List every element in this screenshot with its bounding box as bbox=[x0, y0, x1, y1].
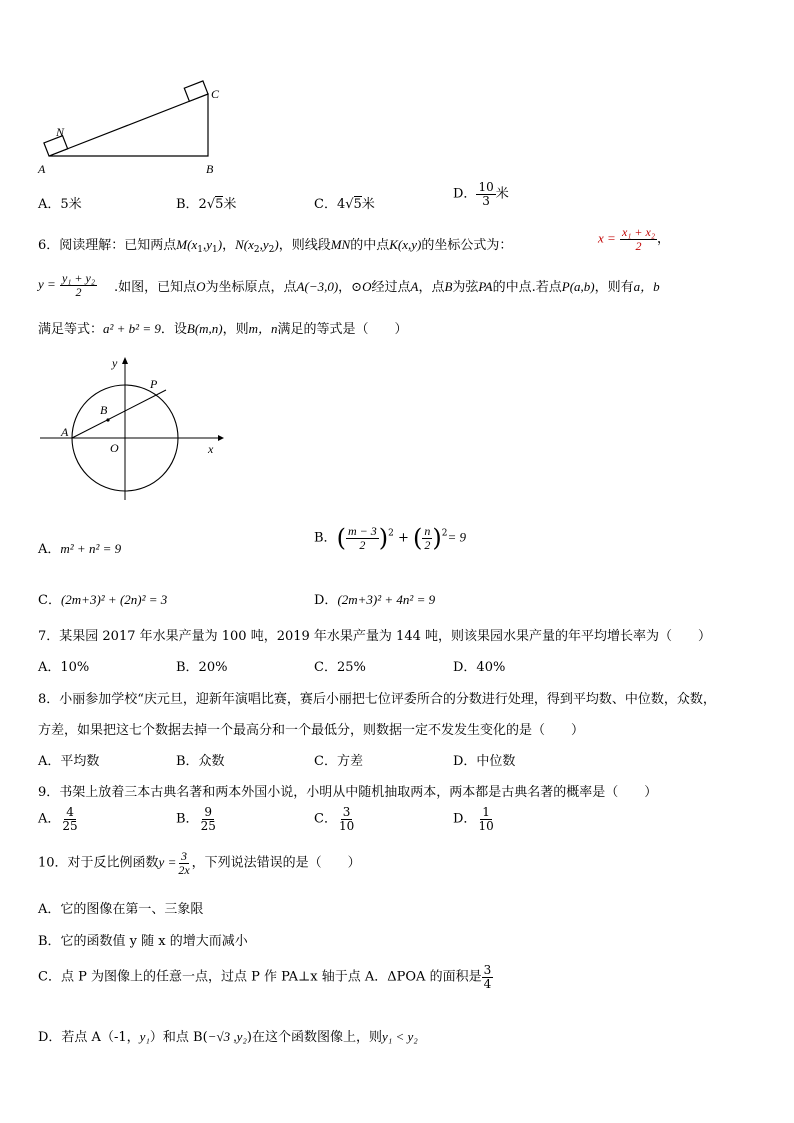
sqrt-sign: √ bbox=[206, 197, 216, 212]
opt-label: B． bbox=[176, 811, 199, 827]
q8-option-d: D．中位数 bbox=[453, 754, 516, 769]
label-x: x bbox=[208, 442, 214, 456]
q6-line3 bbox=[38, 318, 408, 337]
opt-label: A． bbox=[38, 542, 61, 557]
opt-expr: = 9 bbox=[447, 529, 466, 545]
frac-num: m − 3 bbox=[347, 523, 377, 538]
opt-frac bbox=[337, 806, 356, 832]
q8-option-c: C．方差 bbox=[314, 754, 363, 769]
frac-den: 10 bbox=[338, 818, 355, 833]
opt-label: C． bbox=[38, 593, 61, 608]
q6-eq: a² + b² = 9 bbox=[103, 321, 161, 336]
q10-text: D．若点 A（-1， bbox=[38, 1030, 140, 1045]
opt-label: D． bbox=[314, 593, 338, 608]
q10-stem bbox=[38, 850, 361, 876]
q6-text: 的坐标公式为： bbox=[421, 238, 513, 253]
q6-line1 bbox=[38, 234, 512, 255]
q10-c-frac bbox=[482, 964, 494, 990]
opt-expr: m² + n² = 9 bbox=[60, 541, 122, 556]
sep: ， bbox=[222, 238, 236, 253]
opt-label: D． bbox=[453, 811, 477, 827]
q5-d-unit: 米 bbox=[495, 186, 509, 202]
q10-text: ）和点 B( bbox=[149, 1030, 208, 1045]
q6-text: ，则 bbox=[222, 322, 249, 337]
circle-diagram bbox=[30, 352, 230, 502]
q7-option-c: C．25% bbox=[314, 660, 366, 675]
label-A: A bbox=[38, 162, 46, 176]
q6-text: 的中点.若点 bbox=[492, 280, 562, 295]
frac-den: 2 bbox=[359, 537, 366, 552]
x-eq: x = bbox=[598, 230, 616, 246]
q6-text: 经过点 bbox=[371, 280, 411, 295]
q6-text: ，点 bbox=[418, 280, 445, 295]
q8-stem-line1: 8．小丽参加学校“庆元旦，迎新年演唱比赛，赛后小丽把七位评委所合的分数进行处理，得到平均数、中位数，众数， bbox=[38, 692, 716, 707]
q6-N-y: ,y bbox=[259, 237, 269, 252]
q10-text: 10．对于反比例函数 bbox=[38, 855, 159, 871]
frac-num: y₁ + y₂ bbox=[61, 271, 96, 285]
opt-label: C． bbox=[314, 811, 337, 827]
q5-d-fraction bbox=[476, 181, 495, 207]
sep: ， bbox=[657, 231, 671, 247]
y1: y₁ bbox=[139, 1029, 150, 1044]
q10-text: )在这个函数图像上，则 bbox=[246, 1030, 382, 1045]
sqrt-sign: √ bbox=[345, 197, 354, 212]
q8-option-a: A．平均数 bbox=[38, 754, 100, 769]
frac-den: 4 bbox=[483, 976, 492, 991]
q6-option-d bbox=[314, 589, 435, 608]
q6-PA: PA bbox=[478, 279, 493, 294]
frac-num: 3 bbox=[181, 849, 187, 863]
opt-expr: (2m+3)² + (2n)² = 3 bbox=[60, 592, 168, 607]
frac-den: 2 bbox=[75, 284, 82, 299]
frac-num: 10 bbox=[478, 180, 494, 194]
q6-option-a bbox=[38, 538, 121, 557]
q6-text: 满足等式： bbox=[38, 322, 104, 337]
paren: ) bbox=[378, 524, 389, 552]
q6-text: 为坐标原点，点 bbox=[205, 280, 297, 295]
label-N: N bbox=[56, 125, 65, 139]
q9-option-c bbox=[314, 806, 356, 832]
y-fraction bbox=[60, 272, 97, 298]
frac-den: 2x bbox=[178, 862, 190, 877]
frac-num: 1 bbox=[482, 805, 490, 819]
opt-frac bbox=[60, 806, 79, 832]
frac-num: 9 bbox=[204, 805, 213, 819]
label-O: O bbox=[110, 441, 119, 455]
q10-option-a: A．它的图像在第一、三象限 bbox=[38, 902, 204, 917]
q10-text: C．点 P 为图像上的任意一点，过点 P 作 PA⊥x 轴于点 A．ΔPOA 的面积是 bbox=[38, 969, 482, 985]
opt-frac bbox=[422, 525, 432, 551]
opt-label: B． bbox=[314, 530, 337, 546]
q6-text: ，则有 bbox=[594, 280, 634, 295]
label-C: C bbox=[211, 87, 220, 101]
q6-text: 的中点 bbox=[350, 238, 390, 253]
label-y: y bbox=[112, 356, 118, 370]
paren: ( bbox=[412, 524, 423, 552]
paren: ) bbox=[217, 237, 223, 252]
opt-frac bbox=[346, 525, 379, 551]
q6-B-point: B(m,n) bbox=[186, 321, 223, 336]
q5-option-a: A．5米 bbox=[38, 197, 82, 212]
label-B: B bbox=[206, 162, 214, 176]
opt-frac bbox=[476, 806, 495, 832]
q9-stem: 9．书架上放着三本古典名著和两本外国小说，小明从中随机抽取两本，两本都是古典名著的概率是（ ） bbox=[38, 785, 658, 800]
frac-num: 3 bbox=[342, 805, 351, 819]
sub: 1 bbox=[211, 245, 218, 255]
frac-den: 10 bbox=[478, 818, 494, 833]
q5-b-prefix: B．2 bbox=[176, 197, 207, 212]
q6-K-point: K(x,y) bbox=[389, 237, 422, 252]
q10-frac bbox=[176, 850, 191, 876]
q6-y-formula bbox=[38, 272, 97, 298]
B-coord: −√3 ,y₂ bbox=[207, 1029, 247, 1044]
q6-P-point: P(a,b) bbox=[561, 279, 595, 294]
q8-option-b: B．众数 bbox=[176, 754, 225, 769]
q6-option-b bbox=[314, 524, 466, 552]
q5-option-c bbox=[314, 193, 375, 212]
frac-den: 2 bbox=[424, 537, 431, 552]
q10-option-b: B．它的函数值 y 随 x 的增大而减小 bbox=[38, 934, 248, 949]
q6-N-point: N(x bbox=[235, 237, 254, 252]
q6-M-y: ,y bbox=[202, 237, 212, 252]
q6-A-point: A(−3,0) bbox=[296, 279, 339, 294]
frac-den: 2 bbox=[635, 238, 642, 253]
q6-M-point: M(x bbox=[176, 237, 198, 252]
q6-text: ，则线段 bbox=[278, 238, 331, 253]
q6-O: O bbox=[196, 279, 206, 294]
q7-option-d: D．40% bbox=[453, 660, 506, 675]
paren: ( bbox=[336, 524, 346, 552]
frac-den: 25 bbox=[62, 818, 78, 833]
q6-option-c bbox=[38, 589, 167, 608]
q9-option-d bbox=[453, 806, 496, 832]
q6-text: ，⊙ bbox=[338, 280, 363, 295]
q6-MN: MN bbox=[330, 237, 351, 252]
q5-c-radicand: 5 bbox=[353, 197, 362, 212]
q6-B: B bbox=[444, 279, 453, 294]
q5-d-prefix: D． bbox=[453, 186, 477, 202]
q10-option-c bbox=[38, 964, 493, 990]
q6-A: A bbox=[410, 279, 419, 294]
sup: 2 bbox=[388, 528, 394, 539]
opt-expr: (2m+3)² + 4n² = 9 bbox=[337, 592, 436, 607]
frac-num: n bbox=[424, 523, 431, 538]
opt-frac bbox=[199, 806, 218, 832]
q6-text: .如图，已知点 bbox=[114, 280, 197, 295]
paren: ) bbox=[274, 237, 279, 252]
q7-option-a: A．10% bbox=[38, 660, 90, 675]
q6-line2 bbox=[114, 276, 660, 295]
ladder-diagram bbox=[30, 70, 230, 180]
plus: + bbox=[393, 530, 413, 546]
label-B: B bbox=[100, 403, 108, 417]
y-eq: y = bbox=[38, 276, 56, 292]
q7-stem: 7．某果园 2017 年水果产量为 100 吨，2019 年水果产量为 144 吨，则该果园水果产量的年平均增长率为（ ） bbox=[38, 629, 711, 644]
q5-option-d bbox=[453, 181, 509, 207]
q10-text: ，下列说法错误的是（ ） bbox=[191, 855, 361, 871]
q7-option-b: B．20% bbox=[176, 660, 228, 675]
q5-b-unit: 米 bbox=[223, 197, 237, 212]
q5-option-b bbox=[176, 193, 236, 212]
frac-num: 3 bbox=[483, 963, 492, 977]
sub: 2 bbox=[268, 245, 275, 255]
compare: y₁ < y₂ bbox=[381, 1029, 418, 1044]
q9-option-a bbox=[38, 806, 80, 832]
q5-b-radicand: 5 bbox=[215, 197, 224, 212]
y-eq: y = bbox=[158, 854, 177, 870]
sup: 2 bbox=[441, 528, 448, 539]
q5-c-prefix: C．4 bbox=[314, 197, 346, 212]
q6-mn: m，n bbox=[248, 321, 278, 336]
q6-text: 6．阅读理解：已知两点 bbox=[38, 238, 177, 253]
frac-den: 25 bbox=[200, 818, 216, 833]
q6-text: 为弦 bbox=[452, 280, 479, 295]
q6-O: O bbox=[362, 279, 372, 294]
q6-x-formula bbox=[598, 226, 670, 252]
label-A: A bbox=[61, 425, 69, 439]
frac-num: 4 bbox=[66, 805, 74, 819]
q6-text: ．设 bbox=[160, 322, 187, 337]
q5-c-unit: 米 bbox=[361, 197, 375, 212]
opt-label: A． bbox=[38, 811, 61, 827]
sub: 1 bbox=[197, 245, 203, 255]
q6-ab: a，b bbox=[633, 279, 660, 294]
frac-num: x₁ + x₂ bbox=[621, 225, 656, 239]
label-P: P bbox=[150, 377, 158, 391]
x-fraction bbox=[620, 226, 657, 252]
sub: 2 bbox=[253, 245, 260, 255]
q10-option-d bbox=[38, 1026, 418, 1045]
q6-text: 满足的等式是（ ） bbox=[277, 322, 408, 337]
paren: ) bbox=[432, 524, 442, 552]
q8-stem-line2: 方差，如果把这七个数据去掉一个最高分和一个最低分，则数据一定不发发生变化的是（ ） bbox=[38, 723, 585, 738]
q9-option-b bbox=[176, 806, 218, 832]
frac-den: 3 bbox=[482, 193, 490, 208]
